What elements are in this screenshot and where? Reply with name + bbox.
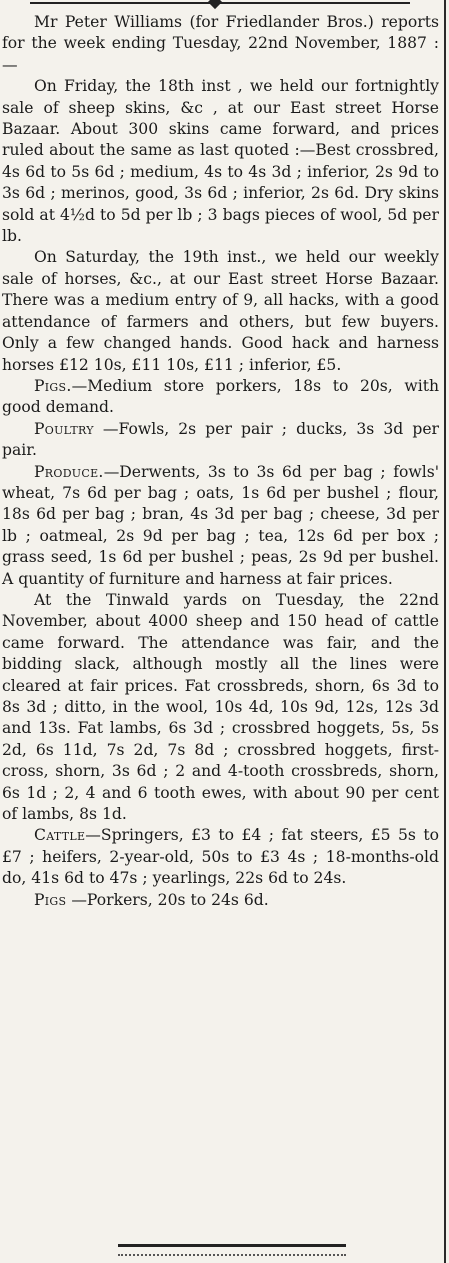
pigs-tinwald-text: —Porkers, 20s to 24s 6d.	[66, 890, 269, 909]
paragraph-friday-sale: On Friday, the 18th inst , we held our fortnightly sale of sheep skins, &c , at our East street Horse Bazaar. About 300 skins came forward, and prices ruled about the same as last quoted :—Best crossbred, 4s 6d to 5s 6d ; medium, 4s to 4s 3d ; inferior, 2s 9d to 3s 6d ; merinos, good, 3s 6d ; inferior, 2s 6d. Dry skins sold at 4½d to 5d per lb ; 3 bags pieces of wool, 5d per lb.	[2, 77, 439, 246]
pigs-tinwald-heading: Pigs	[34, 890, 67, 909]
produce-heading: Produce.	[34, 462, 104, 481]
paragraph-poultry	[2, 419, 439, 462]
cattle-text: —Springers, £3 to £4 ; fat steers, £5 5s to £7 ; heifers, 2-year-old, 50s to £3 4s ; 18-months-old do, 41s 6d to 47s ; yearlings, 22s 6d to 24s.	[2, 826, 439, 888]
report-intro: Mr Peter Williams (for Friedlander Bros.) reports for the week ending Tuesday, 22nd November, 1887 :—	[2, 13, 439, 74]
poultry-heading: Poultry	[34, 419, 94, 438]
column-rule	[444, 0, 446, 1263]
produce-text: —Derwents, 3s to 3s 6d per bag ; fowls' wheat, 7s 6d per bag ; oats, 1s 6d per bushel ; flour, 18s 6d per bag ; bran, 4s 3d per bag ; cheese, 3d per lb ; oatmeal, 2s 9d per bag ; tea, 12s 6d per box ; grass seed, 1s 6d per bushel ; peas, 2s 9d per bushel. A quantity of furniture and harness at fair prices.	[2, 462, 439, 588]
paragraph-produce	[2, 462, 439, 590]
paragraph-pigs-tinwald	[2, 890, 439, 911]
poultry-text: —Fowls, 2s per pair ; ducks, 3s 3d per pair.	[2, 419, 439, 460]
paragraph-saturday-sale: On Saturday, the 19th inst., we held our weekly sale of horses, &c., at our East street Horse Bazaar. There was a medium entry of 9, all hacks, with a good attendance of farmers and others, but few buyers. Only a few changed hands. Good hack and harness horses £12 10s, £11 10s, £11 ; inferior, £5.	[2, 248, 439, 374]
bottom-rule	[118, 1244, 346, 1247]
ornament-icon	[208, 0, 222, 9]
cattle-heading: Cattle	[34, 826, 86, 845]
next-article-edge	[118, 1254, 346, 1262]
paragraph-pigs	[2, 376, 439, 419]
pigs-heading: Pigs.	[34, 376, 72, 395]
market-report	[2, 12, 439, 911]
paragraph-cattle	[2, 825, 439, 889]
pigs-text: —Medium store porkers, 18s to 20s, with good demand.	[2, 376, 439, 417]
paragraph-tinwald: At the Tinwald yards on Tuesday, the 22nd November, about 4000 sheep and 150 head of cattle came forward. The attendance was fair, and the bidding slack, although mostly all the lines were cleared at fair prices. Fat crossbreds, shorn, 6s 3d to 8s 3d ; ditto, in the wool, 10s 4d, 10s 9d, 12s, 12s 3d and 13s. Fat lambs, 6s 3d ; crossbred hoggets, 5s, 5s 2d, 6s 11d, 7s 2d, 7s 8d ; crossbred hoggets, first-cross, shorn, 3s 6d ; 2 and 4-tooth crossbreds, shorn, 6s 1d ; 2, 4 and 6 tooth ewes, with about 90 per cent of lambs, 8s 1d.	[2, 590, 439, 824]
